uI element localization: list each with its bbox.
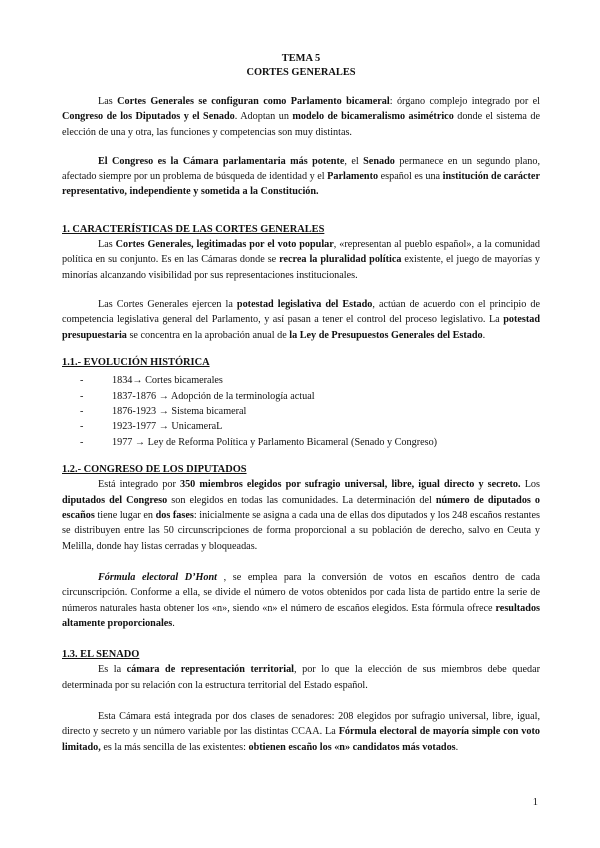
section-1-3-paragraph-2: Esta Cámara está integrada por dos clases de senadores: 208 elegidos por sufragio universal, libre, igual, directo y secreto y un número variable por las distintas CCAA. La Fórmula electoral de mayoría simple con voto limitado, es la más sencilla de las existentes: obtienen escaño los «n» candidatos más votados. [62,711,540,753]
intro-paragraph-2: El Congreso es la Cámara parlamentaria más potente, el Senado permanece en un segundo plano, afectado siempre por un problema de búsqueda de identidad y el Parlamento español es una institución de carácter representativo, independiente y sometida a la Constitución. [62,155,540,198]
section-1-2-paragraph-2: Fórmula electoral D’Hont , se emplea para la conversión de votos en escaños dentro de cada circunscripción. Conforme a ella, se divide el número de votos obtenidos por cada lista de partido entre la serie de números naturales hasta obtener los «n», siendo «n» el número de escaños elegidos. Esta fórmula ofrece resultados altamente proporcionales. [62,571,540,629]
section-1-2-paragraph-1: Está integrado por 350 miembros elegidos por sufragio universal, libre, igual directo y secreto. Los diputados del Congreso son elegidos en todas las comunidades. La determinación del número de diputados o escaños tiene lugar en dos fases: inicialmente se asigna a cada una de ellas dos diputados y los 248 escaños restantes se distribuyen entre las 50 circunscripciones de forma proporcional a su población de derecho, salvo en Ceuta y Melilla, donde hay listas cerradas y bloqueadas. [62,479,540,552]
list-item: - 1837-1876 → Adopción de la terminología actual [80,390,315,402]
list-item: - 1876-1923 → Sistema bicameral [80,405,247,417]
list-item: - 1834→ Cortes bicamerales [80,375,223,387]
section-1-heading: 1. CARACTERÍSTICAS DE LAS CORTES GENERALES [62,223,325,235]
section-1-3-paragraph-1: Es la cámara de representación territorial, por lo que la elección de sus miembros debe quedar determinada por su relación con la estructura territorial del Estado español. [62,664,540,691]
history-timeline [62,373,540,450]
intro-paragraph-1: Las Cortes Generales se configuran como Parlamento bicameral: órgano complejo integrado por el Congreso de los Diputados y el Senado. Adoptan un modelo de bicameralismo asimétrico donde el sistema de elección de una y otra, las funciones y competencias son muy distintas. [62,96,541,138]
section-1-3-heading: 1.3. EL SENADO [62,649,140,661]
list-item: - 1923-1977 → UnicameraL [80,421,223,433]
page-number: 1 [532,797,538,808]
document-page [62,52,540,755]
section-1-1-heading: 1.1.- EVOLUCIÓN HISTÓRICA [62,356,210,368]
document-title: CORTES GENERALES [246,67,356,78]
section-1-2-heading: 1.2.- CONGRESO DE LOS DIPUTADOS [62,464,247,476]
section-1-paragraph-2: Las Cortes Generales ejercen la potestad legislativa del Estado, actúan de acuerdo con el principio de competencia legislativa general del Parlamento, y así pasan a tener el control del proceso legislativo. La potestad presupuestaria se concentra en la aprobación anual de la Ley de Presupuestos Generales del Estado. [62,298,540,341]
list-item: - 1977 → Ley de Reforma Política y Parlamento Bicameral (Senado y Congreso) [80,436,438,448]
section-1-paragraph-1: Las Cortes Generales, legitimadas por el voto popular, «representan al pueblo español», a la comunidad política en su conjunto. Es en las Cámaras donde se recrea la pluralidad política existente, el juego de mayorías y minorías alcanzando visibilidad por sus representaciones institucionales. [62,239,540,281]
tema-number: TEMA 5 [281,53,321,64]
